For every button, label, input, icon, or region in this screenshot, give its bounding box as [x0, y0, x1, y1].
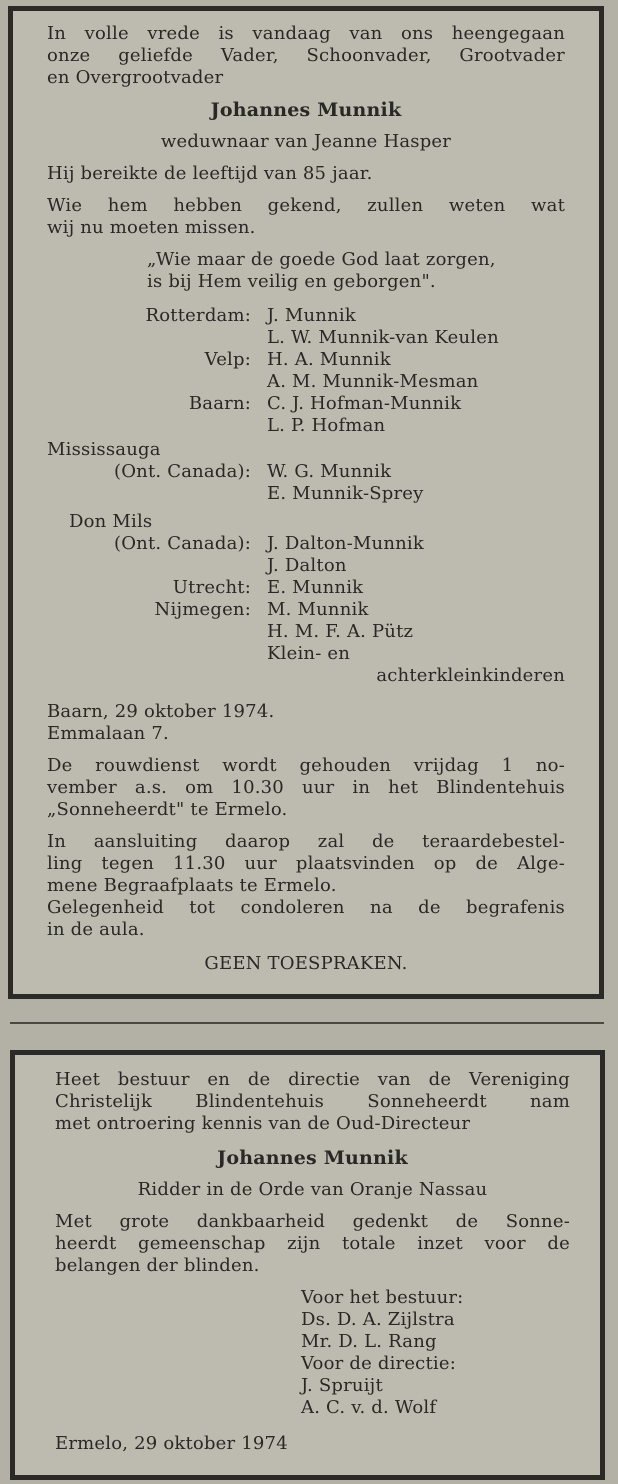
notice-intro	[55, 1069, 570, 1135]
family-member: H. M. F. A. Pütz	[267, 621, 414, 642]
text-line: wij nu moeten missen.	[47, 217, 256, 238]
family-place: Nijmegen:	[154, 599, 251, 620]
text-line: In aansluiting daarop zal de teraardebestel-	[47, 831, 565, 852]
text-line: ling tegen 11.30 uur plaatsvinden op de Alge-	[47, 853, 565, 874]
family-row	[47, 577, 565, 599]
signature-line: A. C. v. d. Wolf	[301, 1397, 437, 1418]
text-line: is bij Hem veilig en geborgen".	[147, 271, 436, 292]
family-row	[47, 643, 565, 687]
text-line: Gelegenheid tot condoleren na de begrafenis	[47, 897, 565, 918]
divider-rule	[10, 1022, 604, 1024]
text-line: belangen der blinden.	[55, 1255, 260, 1276]
family-member: C. J. Hofman-Munnik	[267, 393, 462, 414]
missing-text	[47, 195, 565, 239]
text-line: Heet bestuur en de directie van de Vereniging	[55, 1069, 570, 1090]
text-line: Wie hem hebben gekend, zullen weten wat	[47, 195, 565, 216]
text-line: met ontroering kennis van de Oud-Directeur	[55, 1113, 471, 1134]
family-row	[47, 439, 565, 505]
address: Emmalaan 7.	[47, 723, 169, 744]
association-notice	[10, 1050, 605, 1480]
deceased-name: Johannes Munnik	[210, 99, 402, 121]
family-member: M. Munnik	[267, 599, 369, 620]
text-line: De rouwdienst wordt gehouden vrijdag 1 no-	[47, 755, 565, 776]
widower-line: weduwnaar van Jeanne Hasper	[160, 131, 452, 152]
notice-intro	[47, 23, 565, 89]
family-member: L. P. Hofman	[267, 415, 386, 436]
family-member: L. W. Munnik-van Keulen	[267, 327, 499, 348]
family-member: J. Dalton	[267, 555, 347, 576]
family-place	[47, 643, 267, 687]
family-place: Rotterdam:	[145, 305, 251, 326]
place-date: Baarn, 29 oktober 1974.	[47, 701, 275, 722]
honor-title: Ridder in de Orde van Oranje Nassau	[137, 1179, 488, 1200]
family-row	[47, 393, 565, 437]
text-line: en Overgrootvader	[47, 67, 224, 88]
text-line: „Wie maar de goede God laat zorgen,	[147, 249, 496, 270]
gratitude-text	[55, 1211, 570, 1277]
text-line: In volle vrede is vandaag van ons heengegaan	[47, 23, 565, 44]
death-notice-family	[8, 6, 604, 999]
text-line: in de aula.	[47, 919, 145, 940]
text-line: heerdt gemeenschap zijn totale inzet voor de	[55, 1233, 570, 1254]
text-line: „Sonneheerdt" te Ermelo.	[47, 799, 288, 820]
burial-text	[47, 831, 565, 897]
family-row	[47, 349, 565, 393]
family-row	[47, 599, 565, 643]
family-row	[47, 511, 565, 577]
family-place: Baarn:	[188, 393, 251, 414]
family-row	[47, 305, 565, 349]
text-line: mene Begraafplaats te Ermelo.	[47, 875, 337, 896]
signature-line: J. Spruijt	[301, 1375, 383, 1396]
signatures	[301, 1287, 570, 1419]
age-line: Hij bereikte de leeftijd van 85 jaar.	[47, 163, 373, 184]
family-member: achterkleinkinderen	[376, 665, 565, 686]
quote	[147, 249, 565, 293]
place-date: Ermelo, 29 oktober 1974	[55, 1433, 288, 1454]
condolence-text	[47, 897, 565, 941]
service-text	[47, 755, 565, 821]
signature-line: Mr. D. L. Rang	[301, 1331, 437, 1352]
no-speeches: GEEN TOESPRAKEN.	[204, 953, 408, 974]
family-member: Klein- en	[267, 643, 351, 664]
family-place: Utrecht:	[172, 577, 251, 598]
text-line: vember a.s. om 10.30 uur in het Blindentehuis	[47, 777, 565, 798]
family-member: H. A. Munnik	[267, 349, 391, 370]
signature-line: Voor de directie:	[301, 1353, 456, 1374]
family-member: E. Munnik-Sprey	[267, 483, 424, 504]
family-place: (Ont. Canada):	[113, 533, 251, 554]
family-list	[47, 305, 565, 687]
family-member: W. G. Munnik	[267, 461, 392, 482]
family-member: J. Munnik	[267, 305, 356, 326]
signature-line: Voor het bestuur:	[301, 1287, 464, 1308]
family-place: Mississauga	[47, 439, 161, 460]
family-place: Velp:	[204, 349, 251, 370]
signature-line: Ds. D. A. Zijlstra	[301, 1309, 455, 1330]
family-member: A. M. Munnik-Mesman	[267, 371, 479, 392]
family-member: E. Munnik	[267, 577, 364, 598]
text-line: Met grote dankbaarheid gedenkt de Sonne-	[55, 1211, 570, 1232]
deceased-name: Johannes Munnik	[217, 1147, 408, 1169]
family-place: (Ont. Canada):	[113, 461, 251, 482]
text-line: onze geliefde Vader, Schoonvader, Grootvader	[47, 45, 565, 66]
family-place: Don Mils	[69, 511, 153, 532]
text-line: Christelijk Blindentehuis Sonneheerdt nam	[55, 1091, 570, 1112]
family-member: J. Dalton-Munnik	[267, 533, 424, 554]
